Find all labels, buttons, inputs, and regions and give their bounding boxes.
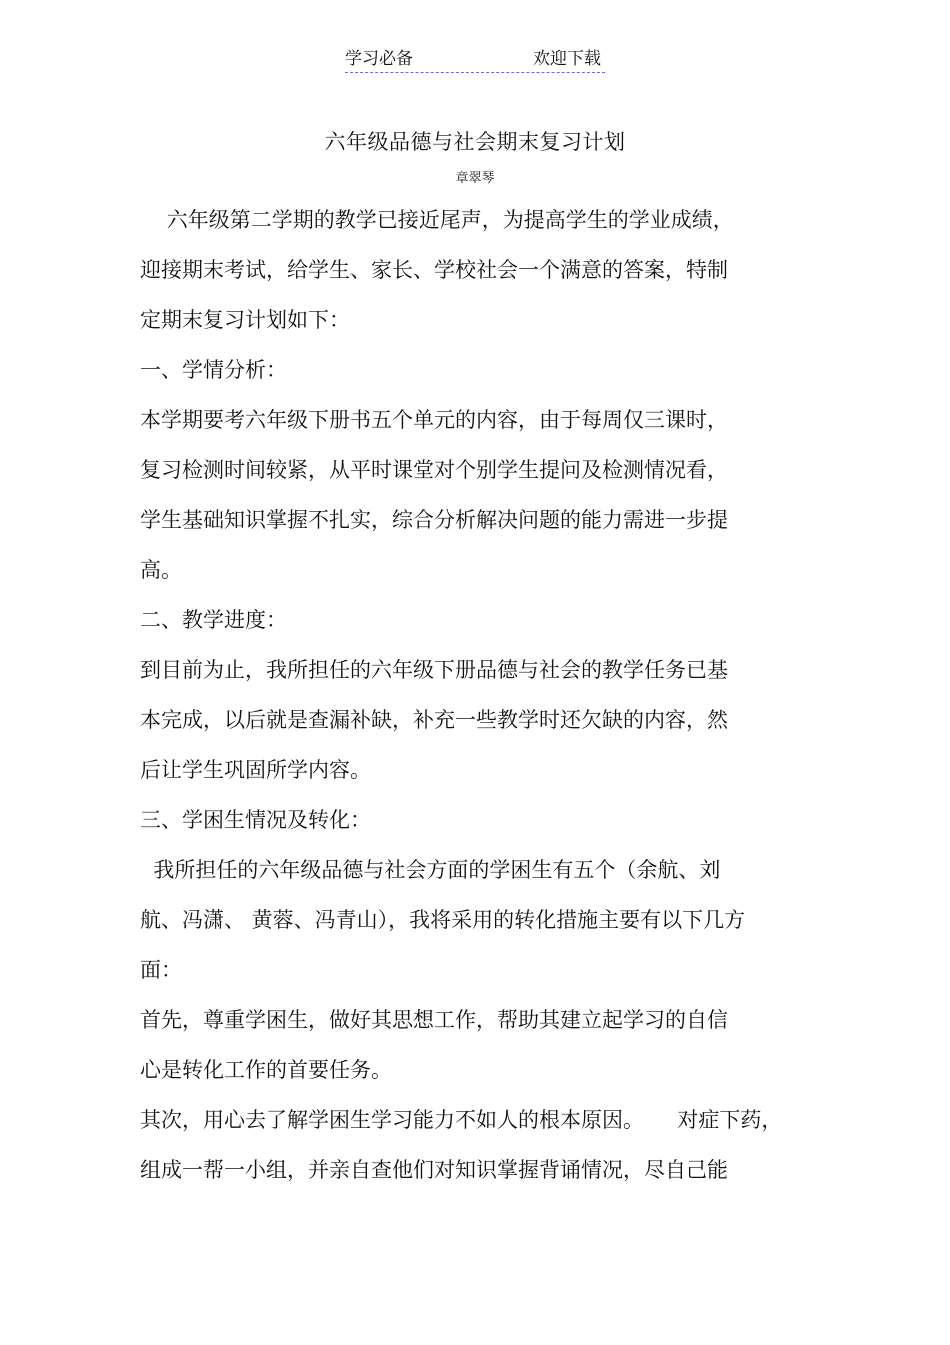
page-header [345,48,605,73]
header-left-text: 学习必备 [345,49,413,69]
body-line: 本学期要考六年级下册书五个单元的内容，由于每周仅三课时， [140,408,728,432]
body-line: 本完成，以后就是查漏补缺，补充一些教学时还欠缺的内容，然 [140,708,728,732]
body-line: 迎接期末考试，给学生、家长、学校社会一个满意的答案，特制 [140,258,728,282]
section-heading-3: 三、学困生情况及转化： [140,808,371,832]
body-line: 航、冯潇、 黄蓉、冯青山），我将采用的转化措施主要有以下几方 [140,908,746,932]
body-line: 心是转化工作的首要任务。 [140,1058,392,1082]
body-line: 首先，尊重学困生，做好其思想工作，帮助其建立起学习的自信 [140,1008,728,1032]
body-line: 我所担任的六年级品德与社会方面的学困生有五个（余航、刘 [140,858,721,882]
body-line: 复习检测时间较紧，从平时课堂对个别学生提问及检测情况看， [140,458,728,482]
body-line: 高。 [140,558,182,582]
body-line: 学生基础知识掌握不扎实，综合分析解决问题的能力需进一步提 [140,508,728,532]
body-line: 六年级第二学期的教学已接近尾声，为提高学生的学业成绩， [140,208,734,232]
body-line: 组成一帮一小组，并亲自查他们对知识掌握背诵情况，尽自己能 [140,1158,728,1182]
document-title: 六年级品德与社会期末复习计划 [324,130,626,154]
body-line: 面： [140,958,182,982]
document-author: 章翠琴 [455,171,495,186]
header-right-text: 欢迎下载 [533,49,601,69]
section-heading-2: 二、教学进度： [140,608,287,632]
section-heading-1: 一、学情分析： [140,358,287,382]
body-line: 定期末复习计划如下： [140,308,350,332]
body-line: 其次，用心去了解学困生学习能力不如人的根本原因。 对症下药， [140,1108,783,1132]
body-line: 后让学生巩固所学内容。 [140,758,371,782]
body-line: 到目前为止，我所担任的六年级下册品德与社会的教学任务已基 [140,658,728,682]
document-body [140,198,840,1198]
